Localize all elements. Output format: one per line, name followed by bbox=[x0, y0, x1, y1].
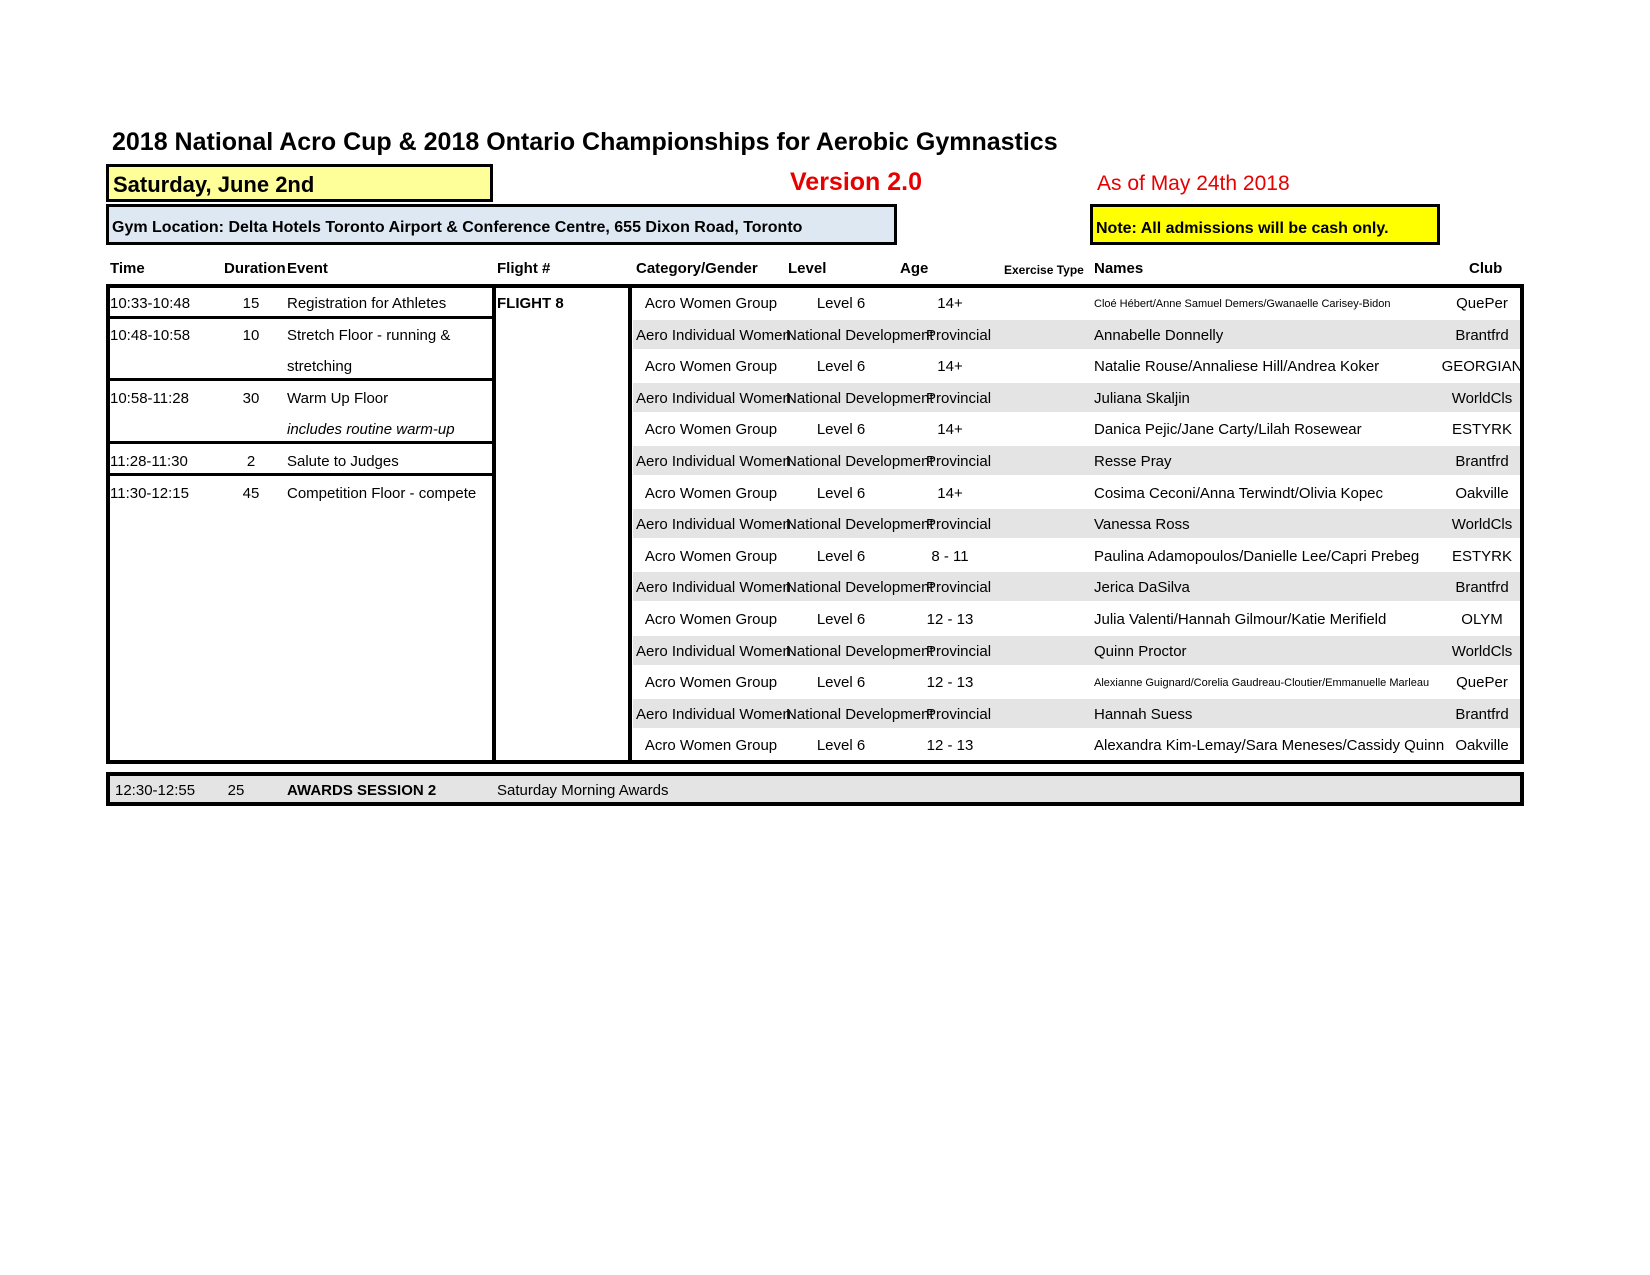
entry-level: National Development bbox=[786, 453, 934, 470]
entry-club: ESTYRK bbox=[1451, 421, 1512, 439]
entry-level: National Development bbox=[786, 389, 934, 407]
schedule-duration: 15 bbox=[242, 295, 260, 312]
entry-category: Aero Individual Women bbox=[636, 642, 791, 660]
entry-level: National Development bbox=[786, 705, 934, 723]
entry-level: Level 6 bbox=[816, 547, 866, 565]
as-of-label: As of May 24th 2018 bbox=[1097, 172, 1290, 195]
date-box bbox=[106, 164, 493, 202]
schedule-event: Salute to Judges bbox=[287, 453, 399, 470]
schedule-duration: 45 bbox=[242, 484, 260, 502]
schedule-duration: 10 bbox=[242, 326, 260, 344]
entry-category: Acro Women Group bbox=[644, 737, 778, 755]
note-label: Note: All admissions will be cash only. bbox=[1096, 220, 1389, 237]
header-category: Category/Gender bbox=[636, 260, 758, 277]
entry-names: Jerica DaSilva bbox=[1094, 579, 1190, 597]
entry-category: Acro Women Group bbox=[644, 611, 778, 628]
entry-names: Juliana Skaljin bbox=[1094, 389, 1190, 407]
version-label: Version 2.0 bbox=[790, 168, 923, 196]
schedule-event: Stretch Floor - running & bbox=[287, 326, 451, 344]
header-age: Age bbox=[900, 260, 929, 277]
entry-category: Acro Women Group bbox=[644, 674, 778, 692]
header-duration: Duration bbox=[224, 260, 286, 277]
entry-category: Aero Individual Women bbox=[636, 705, 791, 723]
location-label: Gym Location: Delta Hotels Toronto Airport & Conference Centre, 655 Dixon Road, Toronto bbox=[112, 219, 803, 236]
entry-names: Alexandra Kim-Lemay/Sara Meneses/Cassidy Quinn bbox=[1094, 737, 1445, 755]
awards-event: AWARDS SESSION 2 bbox=[287, 782, 437, 799]
entry-club: Brantfrd bbox=[1455, 326, 1509, 344]
entry-club: OLYM bbox=[1461, 611, 1503, 628]
entry-names: Alexianne Guignard/Corelia Gaudreau-Cloutier/Emmanuelle Marleau bbox=[1094, 677, 1430, 690]
entry-club: WorldCls bbox=[1451, 389, 1513, 407]
schedule-duration: 2 bbox=[246, 453, 256, 470]
entry-age: 12 - 13 bbox=[926, 611, 974, 628]
entry-age: 14+ bbox=[937, 295, 963, 312]
entry-age: Provincial bbox=[926, 579, 992, 597]
entry-names: Paulina Adamopoulos/Danielle Lee/Capri Prebeg bbox=[1094, 547, 1420, 565]
entry-category: Acro Women Group bbox=[644, 484, 778, 502]
entry-names: Resse Pray bbox=[1094, 453, 1172, 470]
entry-names: Annabelle Donnelly bbox=[1094, 326, 1224, 344]
entry-names: Hannah Suess bbox=[1094, 705, 1193, 723]
schedule-time: 11:30-12:15 bbox=[110, 484, 189, 502]
schedule-event: Registration for Athletes bbox=[287, 295, 447, 312]
page-title: 2018 National Acro Cup & 2018 Ontario Championships for Aerobic Gymnastics bbox=[112, 128, 1058, 156]
entry-level: National Development bbox=[786, 642, 934, 660]
entry-club: Oakville bbox=[1455, 484, 1509, 502]
entry-club: QuePer bbox=[1456, 295, 1508, 312]
schedule-time: 11:28-11:30 bbox=[110, 453, 188, 470]
entry-level: Level 6 bbox=[816, 484, 866, 502]
schedule-duration: 30 bbox=[242, 389, 260, 407]
entry-level: Level 6 bbox=[816, 737, 866, 755]
entry-category: Aero Individual Women bbox=[636, 389, 791, 407]
entry-names: Danica Pejic/Jane Carty/Lilah Rosewear bbox=[1094, 421, 1362, 439]
entry-level: Level 6 bbox=[816, 421, 866, 439]
awards-time: 12:30-12:55 bbox=[115, 782, 196, 799]
header-level: Level bbox=[788, 260, 827, 277]
entry-club: Oakville bbox=[1455, 737, 1509, 755]
schedule-time: 10:58-11:28 bbox=[110, 389, 189, 407]
flight-label: FLIGHT 8 bbox=[497, 295, 564, 312]
entry-names: Quinn Proctor bbox=[1094, 642, 1187, 660]
entry-age: Provincial bbox=[926, 705, 992, 723]
entry-names: Cosima Ceconi/Anna Terwindt/Olivia Kopec bbox=[1094, 484, 1384, 502]
entry-age: Provincial bbox=[926, 389, 992, 407]
entry-category: Acro Women Group bbox=[644, 295, 778, 312]
entry-category: Acro Women Group bbox=[644, 547, 778, 565]
entry-level: Level 6 bbox=[816, 611, 866, 628]
entry-club: WorldCls bbox=[1451, 516, 1513, 534]
entry-age: 14+ bbox=[937, 421, 963, 439]
entry-names: Vanessa Ross bbox=[1094, 516, 1190, 534]
flight-box bbox=[492, 284, 632, 764]
entry-club: QuePer bbox=[1456, 674, 1508, 692]
entry-age: 8 - 11 bbox=[931, 547, 969, 565]
header-names: Names bbox=[1094, 260, 1144, 277]
entry-names: Cloé Hébert/Anne Samuel Demers/Gwanaelle Carisey-Bidon bbox=[1094, 298, 1391, 310]
entry-level: National Development bbox=[786, 326, 934, 344]
entry-age: Provincial bbox=[926, 516, 992, 534]
divider bbox=[106, 441, 496, 444]
entry-level: Level 6 bbox=[816, 358, 866, 376]
divider bbox=[106, 473, 496, 476]
entry-age: Provincial bbox=[926, 326, 992, 344]
entry-level: National Development bbox=[786, 579, 934, 597]
schedule-event-continued: includes routine warm-up bbox=[287, 421, 455, 439]
header-flight: Flight # bbox=[497, 260, 551, 277]
entry-age: 14+ bbox=[937, 358, 963, 376]
entry-names: Julia Valenti/Hannah Gilmour/Katie Merifield bbox=[1094, 611, 1387, 628]
header-club: Club bbox=[1469, 260, 1503, 277]
entry-category: Aero Individual Women bbox=[636, 579, 791, 597]
header-event: Event bbox=[287, 260, 328, 277]
entry-category: Acro Women Group bbox=[644, 421, 778, 439]
awards-row bbox=[106, 772, 1524, 806]
entry-level: National Development bbox=[786, 516, 934, 534]
awards-description: Saturday Morning Awards bbox=[497, 782, 669, 799]
awards-duration: 25 bbox=[227, 782, 245, 799]
entry-age: 12 - 13 bbox=[926, 737, 974, 755]
entry-age: Provincial bbox=[926, 642, 992, 660]
schedule-event: Competition Floor - compete bbox=[287, 484, 477, 502]
schedule-time: 10:48-10:58 bbox=[110, 326, 191, 344]
schedule-event: Warm Up Floor bbox=[287, 389, 389, 407]
entry-age: Provincial bbox=[926, 453, 992, 470]
entry-names: Natalie Rouse/Annaliese Hill/Andrea Koker bbox=[1094, 358, 1380, 376]
entry-category: Aero Individual Women bbox=[636, 516, 791, 534]
entry-club: GEORGIAN bbox=[1441, 358, 1523, 376]
entry-club: WorldCls bbox=[1451, 642, 1513, 660]
entry-category: Acro Women Group bbox=[644, 358, 778, 376]
note-box bbox=[1090, 204, 1440, 245]
date-label: Saturday, June 2nd bbox=[113, 172, 315, 197]
entry-club: ESTYRK bbox=[1451, 547, 1512, 565]
schedule-time: 10:33-10:48 bbox=[110, 295, 191, 312]
entry-age: 14+ bbox=[937, 484, 963, 502]
location-box bbox=[106, 204, 897, 245]
divider bbox=[106, 316, 496, 319]
entry-club: Brantfrd bbox=[1455, 579, 1509, 597]
entry-level: Level 6 bbox=[816, 674, 866, 692]
header-time: Time bbox=[110, 260, 145, 277]
entry-age: 12 - 13 bbox=[926, 674, 974, 692]
divider bbox=[106, 378, 496, 381]
entry-club: Brantfrd bbox=[1455, 705, 1509, 723]
schedule-event-continued: stretching bbox=[287, 358, 353, 376]
entry-category: Aero Individual Women bbox=[636, 453, 791, 470]
entry-club: Brantfrd bbox=[1455, 453, 1509, 470]
schedule-box bbox=[106, 284, 496, 764]
entry-level: Level 6 bbox=[816, 295, 866, 312]
header-exercise-type: Exercise Type bbox=[1004, 263, 1084, 277]
entry-category: Aero Individual Women bbox=[636, 326, 791, 344]
